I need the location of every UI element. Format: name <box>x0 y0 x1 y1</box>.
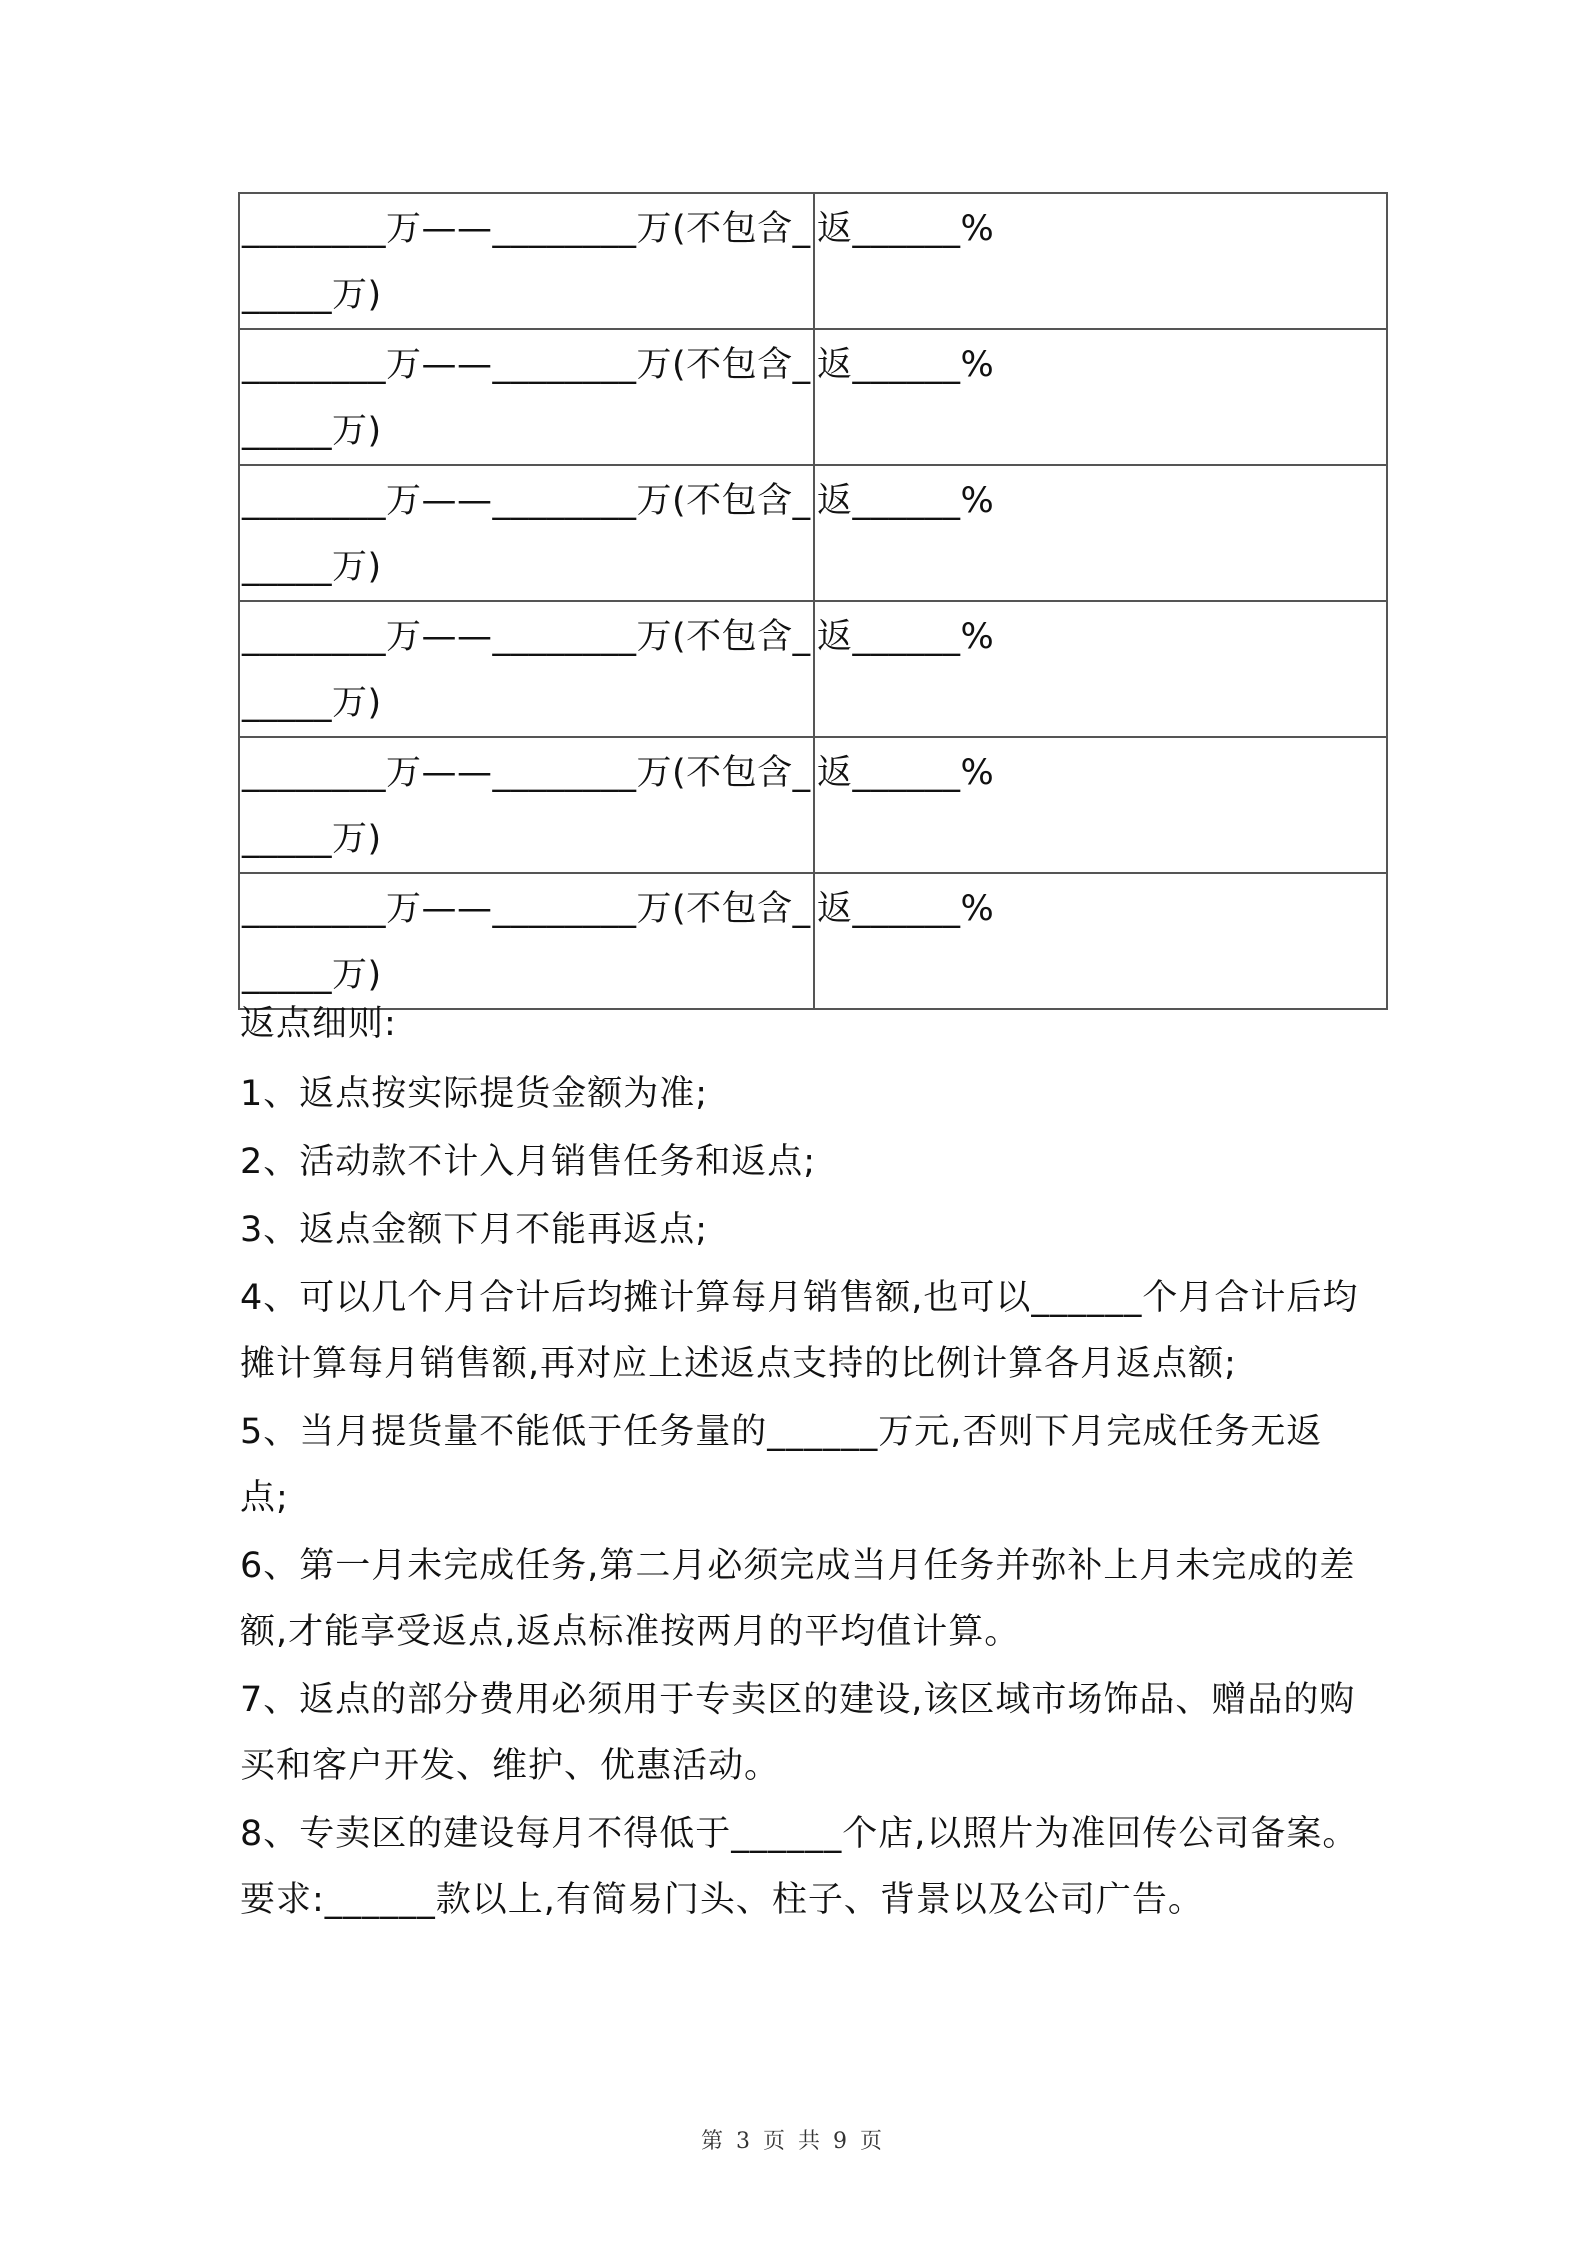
rebate-text: 返______% <box>817 753 995 793</box>
rebate-rules-section <box>240 995 1360 1935</box>
rebate-cell <box>814 465 1387 601</box>
range-cell <box>239 329 814 465</box>
rule-item: 7、返点的部分费用必须用于专卖区的建设,该区域市场饰品、赠品的购买和客户开发、维护、优惠活动。 <box>240 1680 1356 1786</box>
range-cell <box>239 601 814 737</box>
page-number-footer: 第 3 页 共 9 页 <box>701 2129 885 2154</box>
range-cell <box>239 193 814 329</box>
range-text: ________万——________万(不包含______万) <box>242 209 811 315</box>
range-text: ________万——________万(不包含______万) <box>242 481 811 587</box>
table-row <box>239 601 1387 737</box>
range-text: ________万——________万(不包含______万) <box>242 345 811 451</box>
table-row <box>239 873 1387 1009</box>
rebate-cell <box>814 329 1387 465</box>
rule-item: 2、活动款不计入月销售任务和返点; <box>240 1142 817 1182</box>
rule-item: 8、专卖区的建设每月不得低于______个店,以照片为准回传公司备案。要求:______款以上,有简易门头、柱子、背景以及公司广告。 <box>240 1814 1359 1920</box>
rebate-text: 返______% <box>817 617 995 657</box>
range-cell <box>239 737 814 873</box>
rebate-cell <box>814 737 1387 873</box>
range-text: ________万——________万(不包含______万) <box>242 617 811 723</box>
range-text: ________万——________万(不包含______万) <box>242 889 811 995</box>
rule-item: 6、第一月未完成任务,第二月必须完成当月任务并弥补上月未完成的差额,才能享受返点,返点标准按两月的平均值计算。 <box>240 1546 1356 1652</box>
rule-item: 4、可以几个月合计后均摊计算每月销售额,也可以______个月合计后均摊计算每月销售额,再对应上述返点支持的比例计算各月返点额; <box>240 1278 1359 1384</box>
range-cell <box>239 873 814 1009</box>
rebate-table <box>238 192 1388 1010</box>
rebate-text: 返______% <box>817 209 995 249</box>
rebate-cell <box>814 873 1387 1009</box>
table-row <box>239 465 1387 601</box>
rule-item: 1、返点按实际提货金额为准; <box>240 1074 709 1114</box>
rule-item: 5、当月提货量不能低于任务量的______万元,否则下月完成任务无返点; <box>240 1412 1323 1518</box>
table-row <box>239 329 1387 465</box>
rules-heading: 返点细则: <box>240 1004 397 1044</box>
rule-item: 3、返点金额下月不能再返点; <box>240 1210 709 1250</box>
range-cell <box>239 465 814 601</box>
rebate-cell <box>814 193 1387 329</box>
rebate-text: 返______% <box>817 889 995 929</box>
range-text: ________万——________万(不包含______万) <box>242 753 811 859</box>
table-row <box>239 193 1387 329</box>
rebate-text: 返______% <box>817 345 995 385</box>
rebate-cell <box>814 601 1387 737</box>
table-row <box>239 737 1387 873</box>
rebate-text: 返______% <box>817 481 995 521</box>
